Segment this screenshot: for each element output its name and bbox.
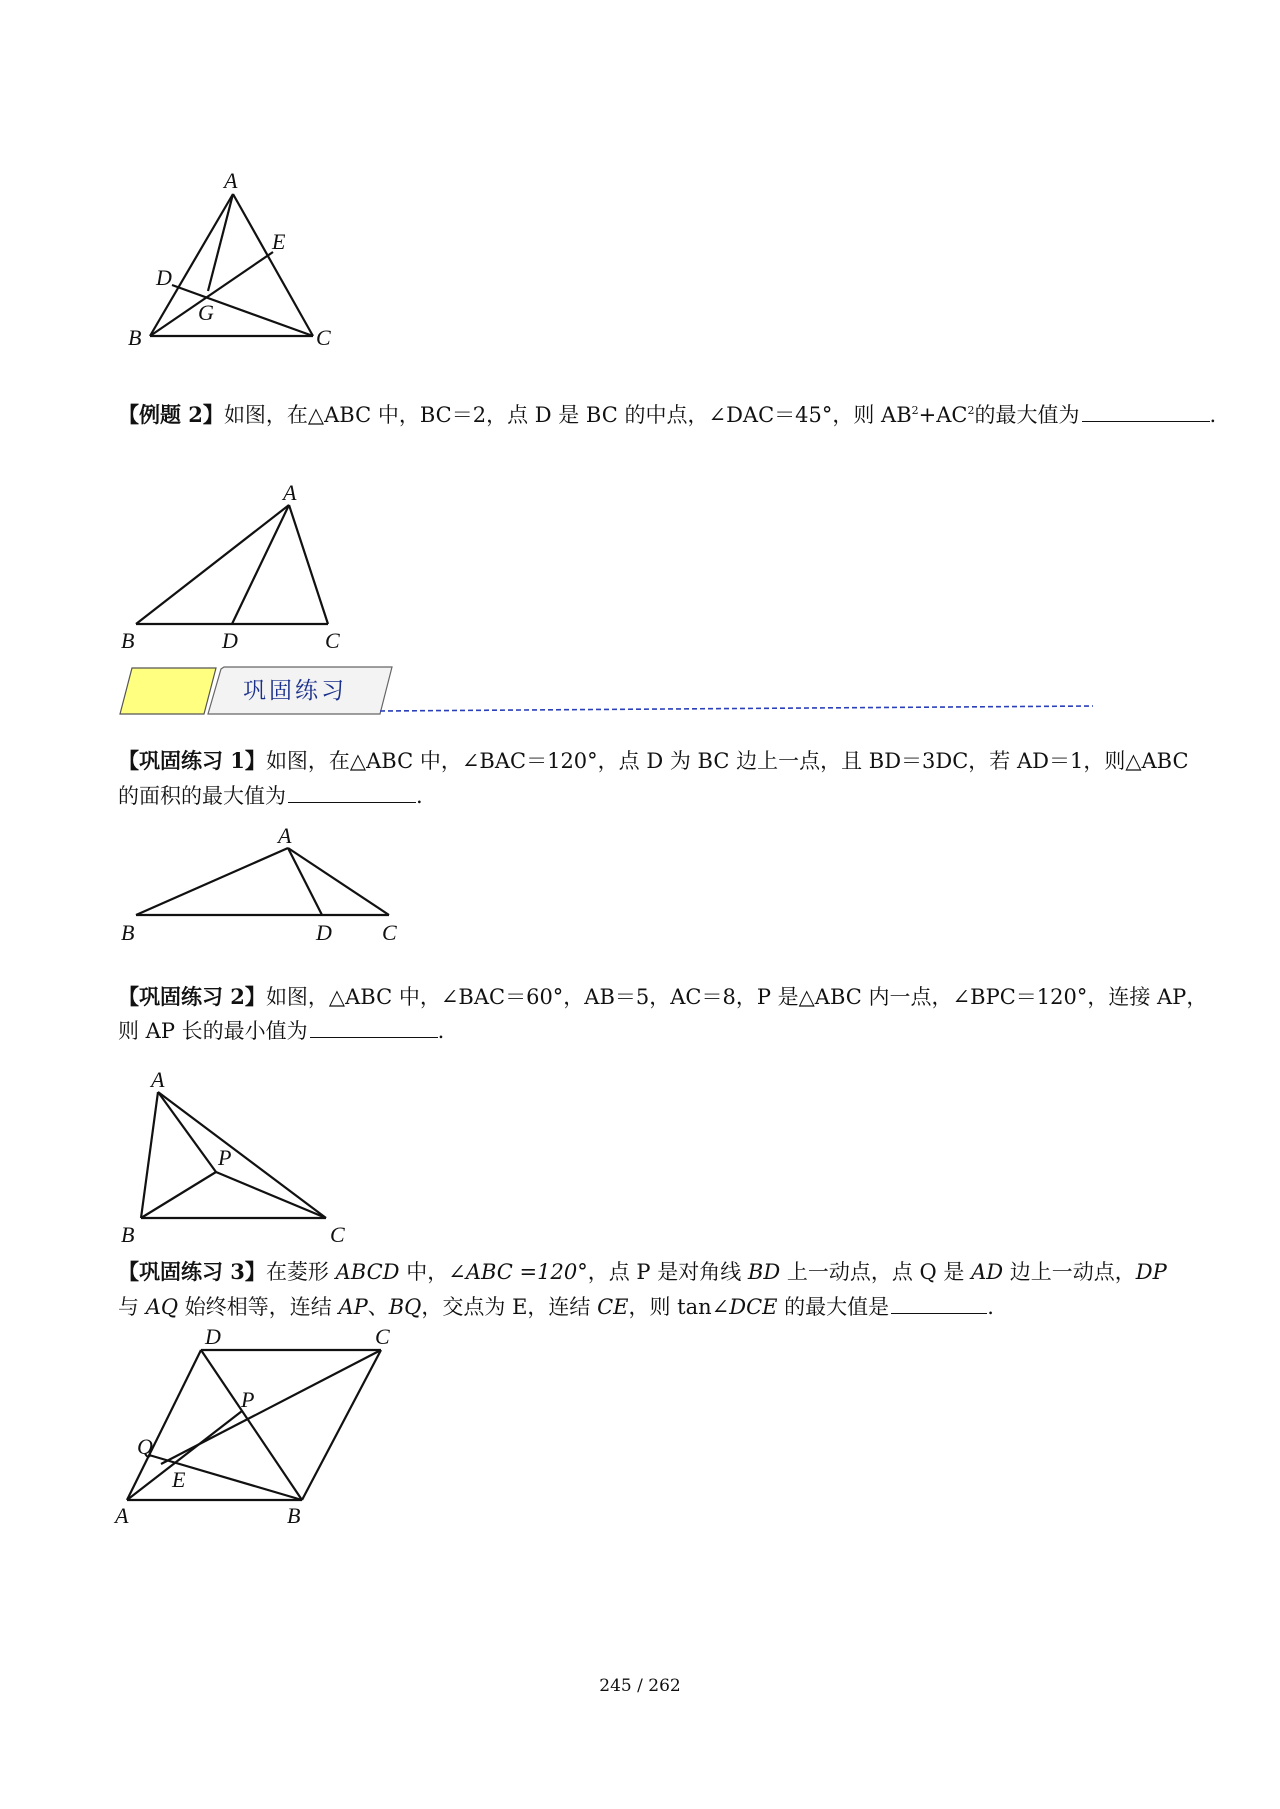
answer-blank — [310, 1015, 438, 1038]
t: 的最大值是 — [777, 1295, 890, 1319]
t: 中， — [399, 1260, 449, 1284]
label-d: D — [222, 628, 238, 653]
label-b: B — [128, 325, 142, 350]
label-b: B — [121, 628, 135, 653]
example-2 — [118, 393, 1216, 433]
sup-2: 2 — [967, 404, 975, 417]
label-b: B — [121, 1222, 135, 1245]
t: 边上一动点， — [1003, 1260, 1136, 1284]
period: . — [416, 784, 423, 808]
t: DP — [1135, 1260, 1167, 1284]
practice-1-text-2: 的面积的最大值为 — [118, 784, 286, 808]
t: CE — [597, 1295, 629, 1319]
example-2-mid: +AC — [918, 403, 968, 427]
label-c: C — [325, 628, 340, 653]
figure-triangle-abc-d — [115, 483, 375, 653]
label-a: A — [224, 168, 238, 193]
t: BQ — [388, 1295, 422, 1319]
practice-1-line-1 — [118, 743, 1189, 779]
label-q: Q — [137, 1434, 153, 1459]
t: ∠ABC =120° — [448, 1260, 588, 1284]
t: ，点 P 是对角线 — [587, 1260, 748, 1284]
t: AD — [971, 1260, 1004, 1284]
answer-blank — [288, 780, 416, 803]
label-b: B — [121, 920, 135, 945]
figure-triangle-abc-p — [115, 1065, 365, 1245]
label-a: A — [151, 1067, 165, 1092]
practice-2-text-2: 则 AP 长的最小值为 — [118, 1019, 308, 1043]
figure-triangle-abc-d-flat — [115, 822, 415, 950]
practice-1-label: 【巩固练习 1】 — [118, 748, 266, 773]
label-c: C — [382, 920, 397, 945]
example-2-text: 如图，在△ABC 中，BC＝2，点 D 是 BC 的中点，∠DAC＝45°，则 AB — [223, 403, 912, 427]
label-b: B — [287, 1503, 301, 1528]
figure-triangle-abc-deg — [120, 160, 360, 350]
label-c: C — [330, 1222, 345, 1245]
practice-2-line-1 — [118, 979, 1207, 1015]
label-a: A — [115, 1503, 129, 1528]
label-g: G — [198, 300, 214, 325]
label-c: C — [316, 325, 331, 350]
t: ，则 tan — [628, 1295, 712, 1319]
label-e: E — [272, 229, 286, 254]
label-a: A — [283, 483, 297, 505]
t: 与 — [118, 1295, 146, 1319]
section-title: 巩固练习 — [243, 678, 347, 704]
t: 、 — [367, 1295, 389, 1319]
example-2-label: 【例题 2】 — [118, 402, 224, 427]
banner-dashed-line — [380, 706, 1093, 711]
label-d: D — [316, 920, 332, 945]
banner-yellow-block — [120, 668, 216, 714]
label-d: D — [156, 265, 172, 290]
label-e: E — [172, 1467, 186, 1492]
page-number: 245 / 262 — [599, 1676, 681, 1696]
period: . — [437, 1019, 445, 1043]
sup-1: 2 — [911, 404, 919, 417]
label-p: P — [218, 1145, 232, 1170]
example-2-tail: 的最大值为 — [974, 403, 1080, 427]
practice-3-label: 【巩固练习 3】 — [118, 1259, 266, 1284]
period: . — [1209, 403, 1217, 427]
practice-2-label: 【巩固练习 2】 — [118, 984, 266, 1009]
t: AP — [338, 1295, 368, 1319]
answer-blank — [891, 1291, 987, 1314]
answer-blank — [1082, 399, 1210, 422]
t: ABCD — [335, 1260, 400, 1284]
t: ，交点为 E，连结 — [421, 1295, 598, 1319]
t: BD — [747, 1260, 781, 1284]
label-c: C — [375, 1324, 390, 1349]
t: AQ — [145, 1295, 179, 1319]
figure-rhombus-abcd — [110, 1320, 430, 1530]
t: ∠DCE — [711, 1295, 778, 1319]
practice-1-text: 如图，在△ABC 中，∠BAC＝120°，点 D 为 BC 边上一点，且 BD＝3DC，若 AD＝1，则△ABC — [265, 749, 1189, 773]
label-p: P — [241, 1387, 255, 1412]
practice-3-line-1 — [118, 1254, 1167, 1290]
practice-2-line-2 — [118, 1013, 444, 1049]
label-d: D — [205, 1324, 221, 1349]
practice-1-line-2 — [118, 778, 423, 814]
t: 在菱形 — [265, 1260, 336, 1284]
label-a: A — [278, 823, 292, 848]
t: 上一动点，点 Q 是 — [780, 1260, 972, 1284]
t: 始终相等，连结 — [178, 1295, 339, 1319]
section-banner — [118, 664, 1098, 724]
practice-2-text: 如图，△ABC 中，∠BAC＝60°，AB＝5，AC＝8，P 是△ABC 内一点，∠BPC＝120°，连接 AP， — [265, 985, 1208, 1009]
period: . — [987, 1295, 994, 1319]
